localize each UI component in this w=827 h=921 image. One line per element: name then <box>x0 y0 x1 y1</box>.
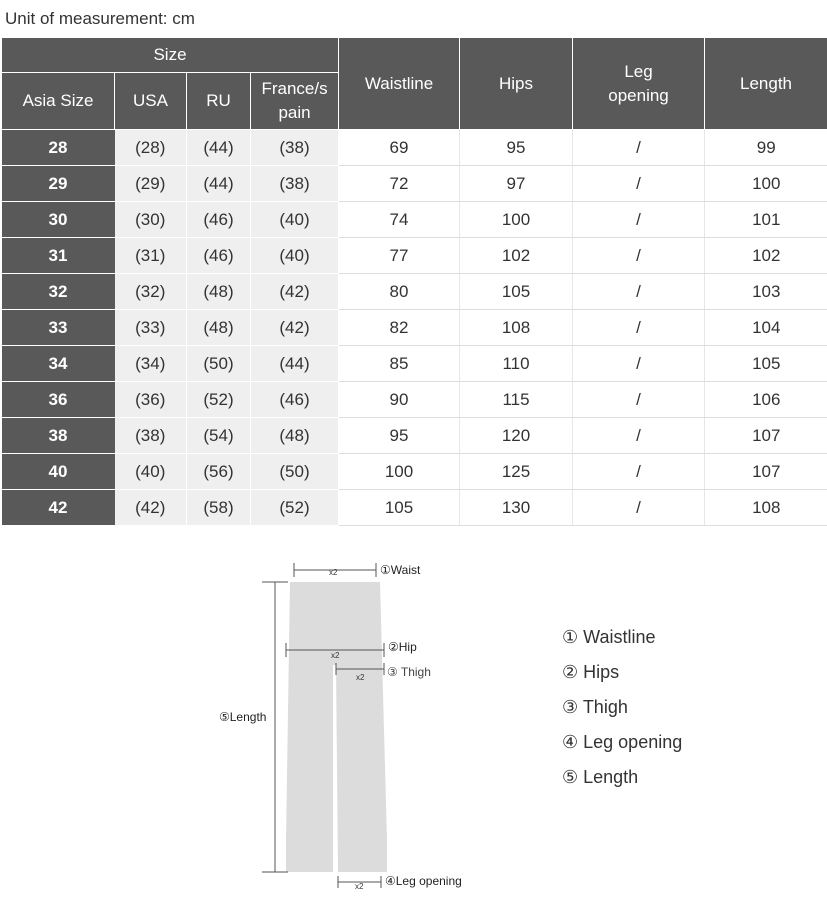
hip-label: ②Hip <box>388 640 417 654</box>
cell-asia-size: 30 <box>2 202 115 238</box>
cell-hips: 97 <box>460 166 573 202</box>
legend-item-length: ⑤ Length <box>562 767 639 787</box>
cell-france-spain: (38) <box>251 166 339 202</box>
cell-asia-size: 31 <box>2 238 115 274</box>
cell-asia-size: 34 <box>2 346 115 382</box>
cell-length: 104 <box>705 310 827 346</box>
cell-hips: 105 <box>460 274 573 310</box>
cell-hips: 120 <box>460 418 573 454</box>
table-row <box>2 418 827 454</box>
col-france-spain <box>251 73 339 130</box>
cell-usa: (42) <box>115 490 187 526</box>
length-label: ⑤Length <box>219 710 267 724</box>
cell-ru: (54) <box>187 418 251 454</box>
table-row <box>2 202 827 238</box>
cell-waistline: 80 <box>339 274 460 310</box>
cell-ru: (44) <box>187 166 251 202</box>
cell-length: 99 <box>705 130 827 166</box>
cell-france-spain: (48) <box>251 418 339 454</box>
table-row <box>2 490 827 526</box>
cell-waistline: 90 <box>339 382 460 418</box>
col-length: Length <box>705 38 827 130</box>
cell-ru: (50) <box>187 346 251 382</box>
cell-asia-size: 28 <box>2 130 115 166</box>
cell-hips: 108 <box>460 310 573 346</box>
thigh-label: ③ Thigh <box>387 665 431 679</box>
cell-leg-opening: / <box>573 274 705 310</box>
col-asia-size: Asia Size <box>2 73 115 130</box>
cell-length: 100 <box>705 166 827 202</box>
cell-leg-opening: / <box>573 130 705 166</box>
cell-usa: (32) <box>115 274 187 310</box>
cell-france-spain: (40) <box>251 238 339 274</box>
cell-france-spain: (52) <box>251 490 339 526</box>
size-table <box>1 37 827 526</box>
cell-ru: (48) <box>187 274 251 310</box>
cell-hips: 125 <box>460 454 573 490</box>
pants-diagram <box>0 540 500 900</box>
cell-leg-opening: / <box>573 166 705 202</box>
cell-asia-size: 40 <box>2 454 115 490</box>
col-hips: Hips <box>460 38 573 130</box>
thigh-x2-label: x2 <box>356 673 365 682</box>
legend-item-leg-opening: ④ Leg opening <box>562 732 683 752</box>
unit-label: Unit of measurement: cm <box>5 9 195 28</box>
cell-length: 106 <box>705 382 827 418</box>
col-waistline: Waistline <box>339 38 460 130</box>
leg-x2-label: x2 <box>355 882 364 891</box>
col-leg-opening <box>573 38 705 130</box>
cell-asia-size: 32 <box>2 274 115 310</box>
table-row <box>2 238 827 274</box>
cell-waistline: 77 <box>339 238 460 274</box>
cell-length: 102 <box>705 238 827 274</box>
col-leg-opening-line2: opening <box>608 85 669 105</box>
legend-item-thigh: ③ Thigh <box>562 697 628 717</box>
cell-leg-opening: / <box>573 310 705 346</box>
cell-length: 103 <box>705 274 827 310</box>
cell-ru: (44) <box>187 130 251 166</box>
cell-hips: 102 <box>460 238 573 274</box>
cell-ru: (56) <box>187 454 251 490</box>
cell-waistline: 85 <box>339 346 460 382</box>
cell-waistline: 74 <box>339 202 460 238</box>
cell-asia-size: 33 <box>2 310 115 346</box>
cell-length: 108 <box>705 490 827 526</box>
cell-france-spain: (38) <box>251 130 339 166</box>
cell-france-spain: (40) <box>251 202 339 238</box>
cell-usa: (31) <box>115 238 187 274</box>
cell-leg-opening: / <box>573 346 705 382</box>
cell-usa: (33) <box>115 310 187 346</box>
cell-hips: 115 <box>460 382 573 418</box>
cell-ru: (46) <box>187 238 251 274</box>
table-row <box>2 310 827 346</box>
table-row <box>2 382 827 418</box>
table-row <box>2 454 827 490</box>
table-row <box>2 166 827 202</box>
cell-waistline: 105 <box>339 490 460 526</box>
cell-france-spain: (50) <box>251 454 339 490</box>
cell-france-spain: (42) <box>251 274 339 310</box>
cell-length: 105 <box>705 346 827 382</box>
cell-leg-opening: / <box>573 238 705 274</box>
cell-usa: (34) <box>115 346 187 382</box>
cell-usa: (28) <box>115 130 187 166</box>
legend-item-hips: ② Hips <box>562 662 620 682</box>
cell-length: 107 <box>705 454 827 490</box>
cell-usa: (38) <box>115 418 187 454</box>
cell-ru: (58) <box>187 490 251 526</box>
leg-opening-label: ④Leg opening <box>385 874 462 888</box>
col-france-spain-line1: France/s <box>261 79 328 98</box>
cell-hips: 100 <box>460 202 573 238</box>
cell-waistline: 72 <box>339 166 460 202</box>
cell-france-spain: (44) <box>251 346 339 382</box>
waist-x2-label: x2 <box>329 568 338 577</box>
cell-ru: (52) <box>187 382 251 418</box>
table-row <box>2 346 827 382</box>
cell-ru: (46) <box>187 202 251 238</box>
col-usa: USA <box>115 73 187 130</box>
cell-waistline: 82 <box>339 310 460 346</box>
col-leg-opening-line1: Leg <box>624 61 653 81</box>
waist-label: ①Waist <box>380 563 421 577</box>
col-ru: RU <box>187 73 251 130</box>
cell-waistline: 69 <box>339 130 460 166</box>
cell-waistline: 95 <box>339 418 460 454</box>
cell-waistline: 100 <box>339 454 460 490</box>
table-row <box>2 274 827 310</box>
cell-asia-size: 38 <box>2 418 115 454</box>
cell-leg-opening: / <box>573 382 705 418</box>
cell-usa: (40) <box>115 454 187 490</box>
cell-asia-size: 42 <box>2 490 115 526</box>
cell-hips: 95 <box>460 130 573 166</box>
cell-asia-size: 36 <box>2 382 115 418</box>
cell-usa: (36) <box>115 382 187 418</box>
cell-ru: (48) <box>187 310 251 346</box>
size-group-header: Size <box>2 38 339 73</box>
hip-x2-label: x2 <box>331 651 340 660</box>
cell-leg-opening: / <box>573 202 705 238</box>
cell-leg-opening: / <box>573 454 705 490</box>
cell-leg-opening: / <box>573 490 705 526</box>
cell-usa: (29) <box>115 166 187 202</box>
table-row <box>2 130 827 166</box>
cell-hips: 110 <box>460 346 573 382</box>
cell-leg-opening: / <box>573 418 705 454</box>
cell-hips: 130 <box>460 490 573 526</box>
col-france-spain-line2: pain <box>278 103 311 122</box>
cell-asia-size: 29 <box>2 166 115 202</box>
cell-length: 107 <box>705 418 827 454</box>
legend-item-waistline: ① Waistline <box>562 627 656 647</box>
measurement-legend <box>562 624 682 799</box>
cell-length: 101 <box>705 202 827 238</box>
cell-usa: (30) <box>115 202 187 238</box>
pants-shape <box>286 582 387 872</box>
cell-france-spain: (46) <box>251 382 339 418</box>
cell-france-spain: (42) <box>251 310 339 346</box>
